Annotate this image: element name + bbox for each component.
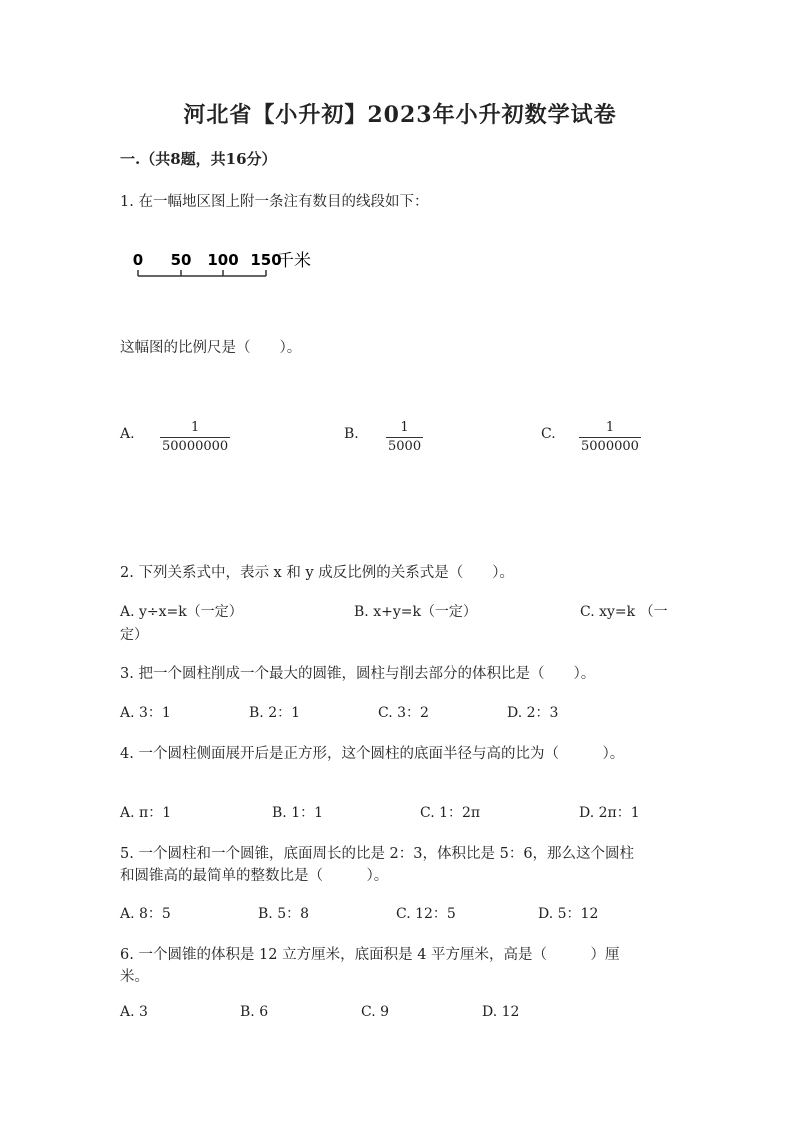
page-title: 河北省【小升初】2023年小升初数学试卷 <box>183 102 617 128</box>
question-4-stem: 4. 一个圆柱侧面展开后是正方形，这个圆柱的底面半径与高的比为（ ）。 <box>120 746 625 762</box>
q5-option-a: A. 8：5 <box>120 906 171 922</box>
q3-option-c: C. 3：2 <box>378 705 429 721</box>
fraction-numerator: 1 <box>400 420 409 435</box>
scale-tick-label: 50 <box>170 251 192 269</box>
q4-option-b: B. 1：1 <box>272 805 324 821</box>
fraction-bar <box>386 437 423 438</box>
scale-bar-figure <box>128 244 328 284</box>
q1-option-c-fraction <box>579 420 641 455</box>
q5-option-c: C. 12：5 <box>396 906 456 922</box>
scale-tick-label: 100 <box>207 251 239 269</box>
question-3-stem: 3. 把一个圆柱削成一个最大的圆锥，圆柱与削去部分的体积比是（ ）。 <box>120 666 596 682</box>
q3-option-a: A. 3：1 <box>120 705 171 721</box>
scale-tick-label: 150 <box>250 251 282 269</box>
q6-option-c: C. 9 <box>361 1004 390 1020</box>
q4-option-a: A. π：1 <box>120 805 172 821</box>
q6-option-d: D. 12 <box>482 1004 520 1020</box>
question-1-stem-2: 这幅图的比例尺是（ ）。 <box>120 340 302 356</box>
q1-option-a-fraction <box>160 420 230 455</box>
q2-option-c-continued: 定） <box>120 627 148 643</box>
question-5-stem-2: 和圆锥高的最简单的整数比是（ ）。 <box>120 868 389 884</box>
fraction-denominator: 5000000 <box>581 439 639 454</box>
fraction-numerator: 1 <box>190 420 200 435</box>
q2-option-a: A. y÷x=k（一定） <box>120 604 243 620</box>
q3-option-b: B. 2：1 <box>249 705 301 721</box>
scale-unit-label: 千米 <box>277 251 311 271</box>
q2-option-c: C. xy=k （一 <box>580 604 668 620</box>
q4-option-c: C. 1：2π <box>420 805 481 821</box>
fraction-bar <box>579 437 641 438</box>
q5-option-d: D. 5：12 <box>538 906 599 922</box>
q6-option-a: A. 3 <box>120 1004 148 1020</box>
section-heading: 一.（共8题，共16分） <box>120 150 277 168</box>
q1-option-b-label: B. <box>344 426 359 442</box>
fraction-denominator: 5000 <box>388 439 422 454</box>
question-5-stem: 5. 一个圆柱和一个圆锥，底面周长的比是 2：3，体积比是 5：6，那么这个圆柱 <box>120 846 635 862</box>
q3-option-d: D. 2：3 <box>507 705 559 721</box>
fraction-bar <box>160 437 230 438</box>
question-6-stem: 6. 一个圆锥的体积是 12 立方厘米，底面积是 4 平方厘米，高是（ ）厘 <box>120 947 620 963</box>
question-6-stem-2: 米。 <box>120 969 149 985</box>
q2-option-b: B. x+y=k（一定） <box>354 604 477 620</box>
question-1-stem: 1. 在一幅地区图上附一条注有数目的线段如下： <box>120 194 429 210</box>
q4-option-d: D. 2π：1 <box>579 805 640 821</box>
fraction-denominator: 50000000 <box>162 439 229 454</box>
question-2-stem: 2. 下列关系式中，表示 x 和 y 成反比例的关系式是（ ）。 <box>120 565 514 581</box>
scale-tick-label: 0 <box>132 251 144 269</box>
q1-option-c-label: C. <box>541 426 556 442</box>
q1-option-a-label: A. <box>120 426 135 442</box>
q5-option-b: B. 5：8 <box>258 906 310 922</box>
fraction-numerator: 1 <box>605 420 615 435</box>
q6-option-b: B. 6 <box>240 1004 269 1020</box>
q1-option-b-fraction <box>386 420 423 455</box>
